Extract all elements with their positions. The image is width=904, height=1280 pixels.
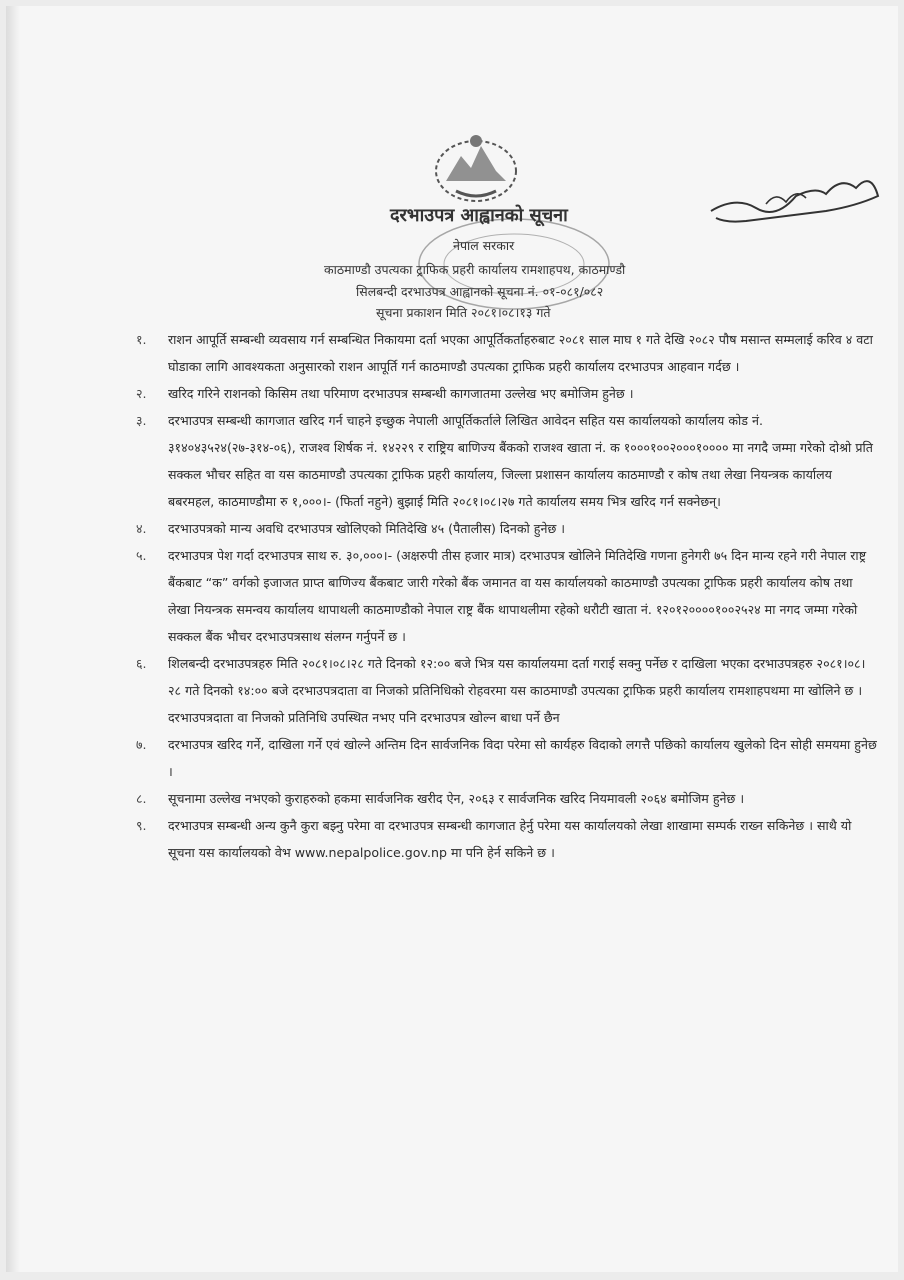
page-edge bbox=[6, 6, 20, 1272]
list-item bbox=[136, 785, 878, 812]
item-number: ३. bbox=[136, 413, 147, 428]
item-number: ९. bbox=[136, 818, 147, 833]
item-text: दरभाउपत्र खरिद गर्ने, दाखिला गर्ने एवं खोल्ने अन्तिम दिन सार्वजनिक विदा परेमा सो कार्यहरु विदाको लगत्तै पछिको कार्यालय खुलेको दिन सोही समयमा हुनेछ । bbox=[168, 737, 877, 779]
item-number: १. bbox=[136, 332, 147, 347]
list-item bbox=[136, 650, 878, 731]
item-number: ४. bbox=[136, 521, 147, 536]
document-page bbox=[6, 6, 898, 1272]
list-item bbox=[136, 812, 878, 866]
list-item bbox=[136, 407, 878, 515]
nepal-emblem-icon bbox=[426, 126, 526, 206]
list-item bbox=[136, 515, 878, 542]
item-text: राशन आपूर्ति सम्बन्धी व्यवसाय गर्न सम्बन्धित निकायमा दर्ता भएका आपूर्तिकर्ताहरुबाट २०८१ साल माघ १ गते देखि २०८२ पौष मसान्त सम्मलाई करिव ४ वटा घोडाका लागि आवश्यकता अनुसारको राशन आपूर्ति गर्न काठमाण्डौ उपत्यका ट्राफिक प्रहरी कार्यालय दरभाउपत्र आहवान गर्दछ । bbox=[168, 332, 873, 374]
item-text: दरभाउपत्र सम्बन्धी कागजात खरिद गर्न चाहने इच्छुक नेपाली आपूर्तिकर्ताले लिखित आवेदन सहित यस कार्यालयको कार्यालय कोड नं. ३१४०४३५२४(२७-३१४-०६), राजश्व शिर्षक नं. १४२२९ र राष्ट्रिय बाणिज्य बैंकको राजश्व खाता नं. क १०००१००२०००१०००० मा नगदै जम्मा गरेको दोश्रो प्रति सक्कल भौचर सहित वा यस काठमाण्डौ उपत्यका ट्राफिक प्रहरी कार्यालय, जिल्ला प्रशासन कार्यालय काठमाण्डौ र कोष तथा लेखा नियन्त्रक कार्यालय बबरमहल, काठमाण्डौमा रु १,०००।- (फिर्ता नहुने) बुझाई मिति २०८१।०८।२७ गते कार्यालय समय भित्र खरिद गर्न सक्नेछन्। bbox=[168, 413, 873, 509]
list-item bbox=[136, 380, 878, 407]
notice-title: दरभाउपत्र आह्वानको सूचना bbox=[390, 205, 568, 226]
list-item bbox=[136, 542, 878, 650]
list-item bbox=[136, 326, 878, 380]
list-item bbox=[136, 731, 878, 785]
item-text: दरभाउपत्र सम्बन्धी अन्य कुनै कुरा बझ्नु परेमा वा दरभाउपत्र सम्बन्धी कागजात हेर्नु परेमा यस कार्यालयको लेखा शाखामा सम्पर्क राख्न सकिनेछ । साथै यो सूचना यस कार्यालयको वेभ www.nepalpolice.gov.np मा पनि हेर्न सकिने छ । bbox=[168, 818, 852, 860]
item-text: खरिद गरिने राशनको किसिम तथा परिमाण दरभाउपत्र सम्बन्धी कागजातमा उल्लेख भए बमोजिम हुनेछ । bbox=[168, 386, 634, 401]
item-number: २. bbox=[136, 386, 147, 401]
signature-icon bbox=[706, 166, 886, 236]
item-number: ६. bbox=[136, 656, 147, 671]
item-number: ५. bbox=[136, 548, 147, 563]
item-text: सूचनामा उल्लेख नभएको कुराहरुको हकमा सार्वजनिक खरीद ऐन, २०६३ र सार्वजनिक खरिद नियमावली २०६४ बमोजिम हुनेछ । bbox=[168, 791, 745, 806]
office-name: काठमाण्डौ उपत्यका ट्राफिक प्रहरी कार्यालय रामशाहपथ, काठमाण्डौ bbox=[324, 262, 626, 277]
item-text: दरभाउपत्रको मान्य अवधि दरभाउपत्र खोलिएको मितिदेखि ४५ (पैतालीस) दिनको हुनेछ । bbox=[168, 521, 566, 536]
publish-date: सूचना प्रकाशन मिति २०८१।०८।१३ गते bbox=[376, 305, 551, 320]
notice-number: सिलबन्दी दरभाउपत्र आह्वानको सूचना नं. ०१-०८१/०८२ bbox=[356, 284, 604, 299]
notice-items bbox=[136, 326, 878, 866]
item-number: ७. bbox=[136, 737, 147, 752]
item-text: शिलबन्दी दरभाउपत्रहरु मिति २०८१।०८।२८ गते दिनको १२:०० बजे भित्र यस कार्यालयमा दर्ता गराई सक्नु पर्नेछ र दाखिला भएका दरभाउपत्रहरु २०८१।०८।२८ गते दिनको १४:०० बजे दरभाउपत्रदाता वा निजको प्रतिनिधिको रोहवरमा यस काठमाण्डौ उपत्यका ट्राफिक प्रहरी कार्यालय रामशाहपथमा मा खोलिने छ । दरभाउपत्रदाता वा निजको प्रतिनिधि उपस्थित नभए पनि दरभाउपत्र खोल्न बाधा पर्ने छैन bbox=[168, 656, 866, 725]
item-number: ८. bbox=[136, 791, 147, 806]
government-name: नेपाल सरकार bbox=[453, 238, 515, 253]
item-text: दरभाउपत्र पेश गर्दा दरभाउपत्र साथ रु. ३०,०००।- (अक्षरुपी तीस हजार मात्र) दरभाउपत्र खोलिने मितिदेखि गणना हुनेगरी ७५ दिन मान्य रहने गरी नेपाल राष्ट्र बैंकबाट “क” वर्गको इजाजत प्राप्त बाणिज्य बैंकबाट जारी गरेको बैंक जमानत वा यस कार्यालयको काठमाण्डौ उपत्यका ट्राफिक प्रहरी कार्यालय कोष तथा लेखा नियन्त्रक समन्वय कार्यालय थापाथली काठमाण्डौको नेपाल राष्ट्र बैंक थापाथलीमा रहेको धरौटी खाता नं. १२०१२००००१००२५२४ मा नगद जम्मा गरेको सक्कल बैंक भौचर दरभाउपत्रसाथ संलग्न गर्नुपर्ने छ । bbox=[168, 548, 867, 644]
